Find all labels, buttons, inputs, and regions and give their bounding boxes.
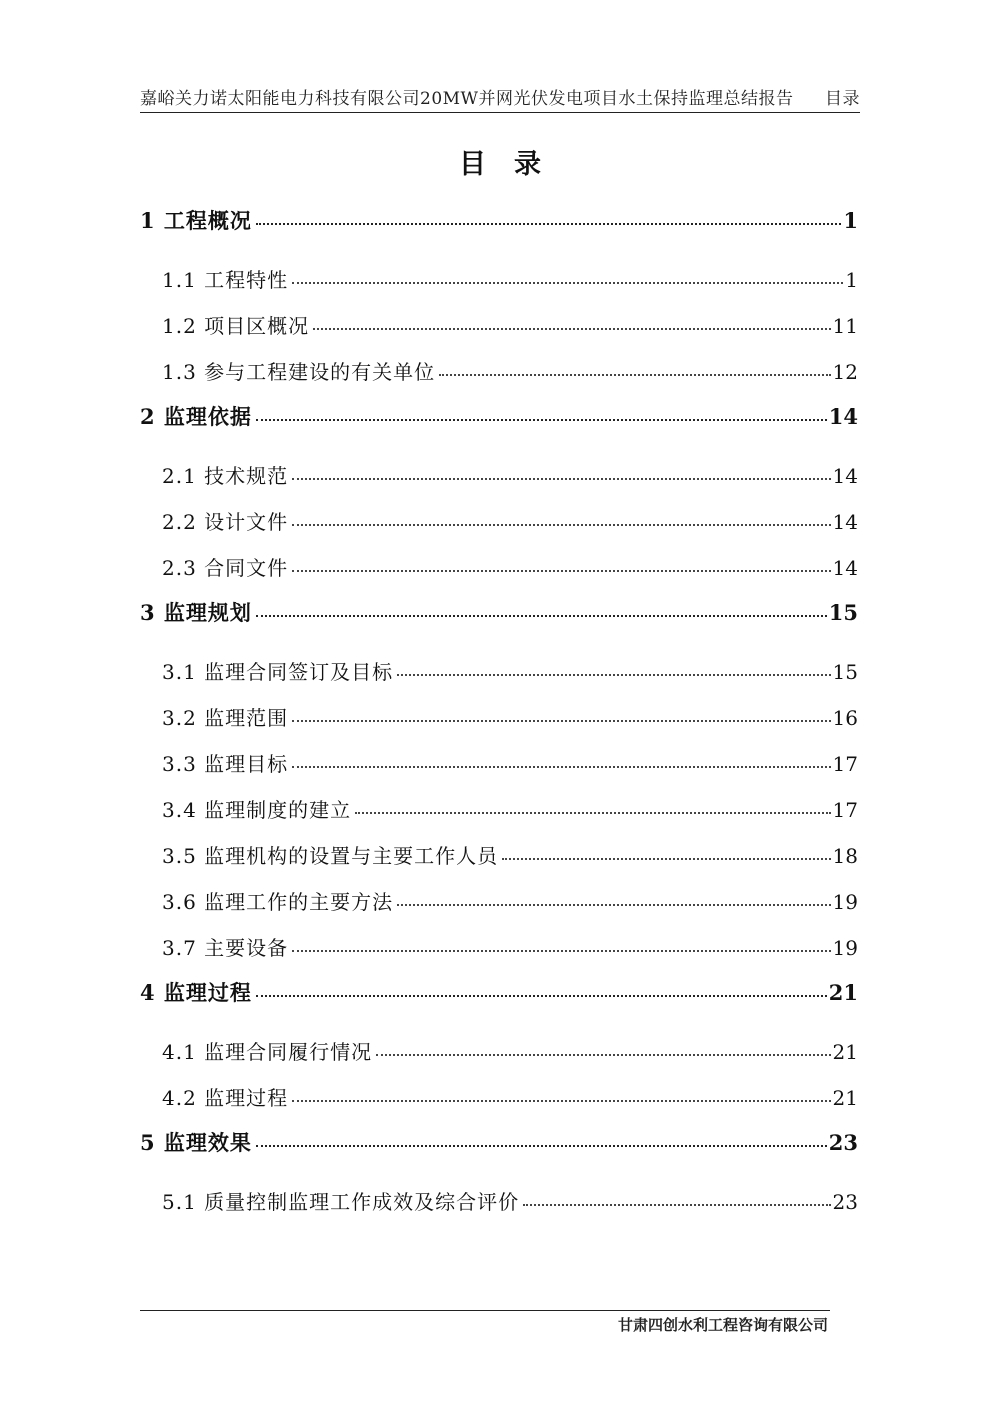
toc-section-entry[interactable] [140, 452, 858, 498]
toc-section-entry[interactable] [140, 1178, 858, 1224]
dot-leader [292, 766, 830, 768]
toc-chapter-entry[interactable] [140, 1120, 858, 1178]
dot-leader [292, 1100, 830, 1102]
toc-entry-label: 3.1 监理合同签订及目标 [162, 660, 394, 684]
toc-section-entry[interactable] [140, 878, 858, 924]
dot-leader [292, 478, 830, 480]
dot-leader [523, 1204, 830, 1206]
toc-chapter-entry[interactable] [140, 198, 858, 256]
toc-page-number: 23 [832, 1190, 858, 1214]
dot-leader [292, 282, 843, 284]
toc-entry-label: 3.4 监理制度的建立 [162, 798, 352, 822]
toc-section-entry[interactable] [140, 648, 858, 694]
toc-page-number: 17 [832, 752, 858, 776]
toc-page-number: 19 [832, 890, 858, 914]
dot-leader [376, 1054, 830, 1056]
toc-entry-label: 3.2 监理范围 [162, 706, 289, 730]
toc-heading: 目录 [459, 149, 569, 180]
dot-leader [256, 995, 827, 997]
toc-entry-label: 5 监理效果 [140, 1130, 252, 1155]
dot-leader [397, 674, 830, 676]
toc-section-entry[interactable] [140, 924, 858, 970]
toc-page-number: 14 [828, 404, 858, 429]
toc-page-number: 15 [828, 600, 858, 625]
report-title: 嘉峪关力诺太阳能电力科技有限公司20MW并网光伏发电项目水土保持监理总结报告 [140, 89, 794, 109]
toc-entry-label: 3 监理规划 [140, 600, 252, 625]
table-of-contents [140, 198, 858, 1224]
toc-entry-label: 3.3 监理目标 [162, 752, 289, 776]
toc-page-number: 15 [832, 660, 858, 684]
toc-page-number: 21 [832, 1086, 858, 1110]
toc-page-number: 16 [832, 706, 858, 730]
footer-divider [140, 1310, 830, 1311]
toc-entry-label: 3.7 主要设备 [162, 936, 289, 960]
toc-page-number: 19 [832, 936, 858, 960]
header-divider [140, 112, 860, 113]
toc-entry-label: 3.5 监理机构的设置与主要工作人员 [162, 844, 499, 868]
toc-entry-label: 5.1 质量控制监理工作成效及综合评价 [162, 1190, 520, 1214]
toc-section-entry[interactable] [140, 740, 858, 786]
toc-page-number: 21 [828, 980, 858, 1005]
section-label: 目录 [825, 89, 860, 109]
toc-chapter-entry[interactable] [140, 590, 858, 648]
toc-chapter-entry[interactable] [140, 970, 858, 1028]
footer-company: 甘肃四创水利工程咨询有限公司 [617, 1316, 828, 1334]
toc-page-number: 14 [832, 510, 858, 534]
toc-entry-label: 1.1 工程特性 [162, 268, 289, 292]
toc-entry-label: 2.1 技术规范 [162, 464, 289, 488]
toc-section-entry[interactable] [140, 348, 858, 394]
toc-entry-label: 2.3 合同文件 [162, 556, 289, 580]
toc-chapter-entry[interactable] [140, 394, 858, 452]
dot-leader [292, 570, 830, 572]
dot-leader [256, 1145, 827, 1147]
toc-page-number: 11 [832, 314, 858, 338]
toc-section-entry[interactable] [140, 1028, 858, 1074]
toc-page-number: 18 [832, 844, 858, 868]
dot-leader [256, 615, 827, 617]
toc-entry-label: 2 监理依据 [140, 404, 252, 429]
dot-leader [313, 328, 830, 330]
toc-entry-label: 4.2 监理过程 [162, 1086, 289, 1110]
toc-entry-label: 3.6 监理工作的主要方法 [162, 890, 394, 914]
toc-section-entry[interactable] [140, 1074, 858, 1120]
toc-section-entry[interactable] [140, 832, 858, 878]
dot-leader [256, 419, 827, 421]
toc-page-number: 1 [843, 208, 858, 233]
toc-section-entry[interactable] [140, 786, 858, 832]
dot-leader [256, 223, 841, 225]
toc-section-entry[interactable] [140, 498, 858, 544]
toc-page-number: 14 [832, 464, 858, 488]
toc-section-entry[interactable] [140, 302, 858, 348]
dot-leader [292, 524, 830, 526]
toc-page-number: 12 [832, 360, 858, 384]
toc-entry-label: 2.2 设计文件 [162, 510, 289, 534]
dot-leader [292, 720, 830, 722]
toc-page-number: 14 [832, 556, 858, 580]
dot-leader [502, 858, 830, 860]
toc-entry-label: 1.3 参与工程建设的有关单位 [162, 360, 436, 384]
toc-entry-label: 4 监理过程 [140, 980, 252, 1005]
toc-section-entry[interactable] [140, 694, 858, 740]
toc-section-entry[interactable] [140, 544, 858, 590]
toc-page-number: 23 [828, 1130, 858, 1155]
toc-section-entry[interactable] [140, 256, 858, 302]
dot-leader [439, 374, 830, 376]
dot-leader [292, 950, 830, 952]
page-header [140, 84, 860, 112]
toc-entry-label: 4.1 监理合同履行情况 [162, 1040, 373, 1064]
dot-leader [397, 904, 830, 906]
toc-page-number: 1 [845, 268, 858, 292]
toc-entry-label: 1.2 项目区概况 [162, 314, 310, 338]
dot-leader [355, 812, 830, 814]
toc-page-number: 21 [832, 1040, 858, 1064]
toc-entry-label: 1 工程概况 [140, 208, 252, 233]
toc-page-number: 17 [832, 798, 858, 822]
